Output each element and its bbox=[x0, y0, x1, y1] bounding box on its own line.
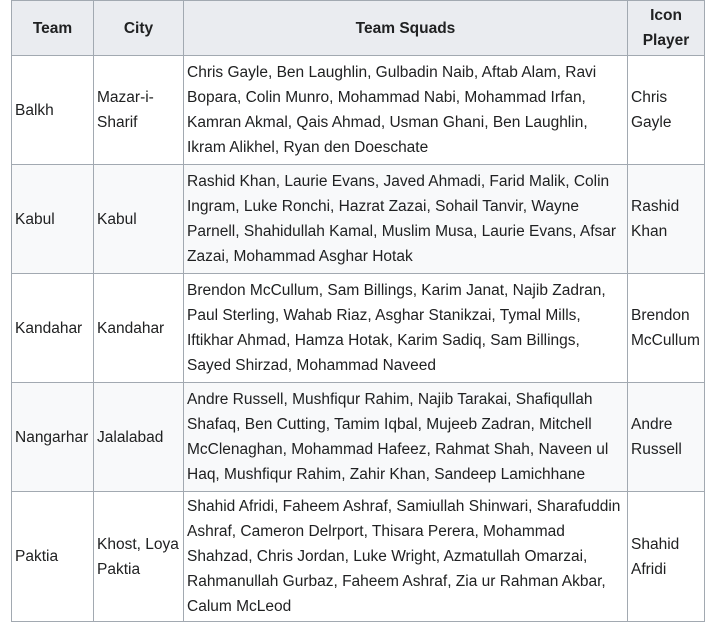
city-cell: Khost, Loya Paktia bbox=[94, 492, 184, 622]
team-cell: Nangarhar bbox=[12, 383, 94, 492]
city-cell: Kabul bbox=[94, 165, 184, 274]
table-row bbox=[12, 274, 705, 383]
icon-player-cell: Rashid Khan bbox=[628, 165, 705, 274]
table-row bbox=[12, 56, 705, 165]
team-squads-table bbox=[11, 0, 705, 622]
city-cell: Mazar-i-Sharif bbox=[94, 56, 184, 165]
table-header-row bbox=[12, 1, 705, 56]
header-team-squads: Team Squads bbox=[184, 1, 628, 56]
table-row bbox=[12, 383, 705, 492]
icon-player-cell: Chris Gayle bbox=[628, 56, 705, 165]
squad-cell: Brendon McCullum, Sam Billings, Karim Janat, Najib Zadran, Paul Sterling, Wahab Riaz, Asghar Stanikzai, Tymal Mills, Iftikhar Ahmad, Hamza Hotak, Karim Sadiq, Sam Billings, Sayed Shirzad, Mohammad Naveed bbox=[184, 274, 628, 383]
squad-cell: Shahid Afridi, Faheem Ashraf, Samiullah Shinwari, Sharafuddin Ashraf, Cameron Delrport, Thisara Perera, Mohammad Shahzad, Chris Jordan, Luke Wright, Azmatullah Omarzai, Rahmanullah Gurbaz, Faheem Ashraf, Zia ur Rahman Akbar, Calum McLeod bbox=[184, 492, 628, 622]
city-cell: Jalalabad bbox=[94, 383, 184, 492]
team-cell: Kabul bbox=[12, 165, 94, 274]
icon-player-cell: Shahid Afridi bbox=[628, 492, 705, 622]
team-cell: Paktia bbox=[12, 492, 94, 622]
team-cell: Kandahar bbox=[12, 274, 94, 383]
header-icon-player: Icon Player bbox=[628, 1, 705, 56]
city-cell: Kandahar bbox=[94, 274, 184, 383]
squad-cell: Rashid Khan, Laurie Evans, Javed Ahmadi, Farid Malik, Colin Ingram, Luke Ronchi, Hazrat Zazai, Sohail Tanvir, Wayne Parnell, Shahidullah Kamal, Muslim Musa, Laurie Evans, Afsar Zazai, Mohammad Asghar Hotak bbox=[184, 165, 628, 274]
header-city: City bbox=[94, 1, 184, 56]
icon-player-cell: Brendon McCullum bbox=[628, 274, 705, 383]
icon-player-cell: Andre Russell bbox=[628, 383, 705, 492]
squad-cell: Andre Russell, Mushfiqur Rahim, Najib Tarakai, Shafiqullah Shafaq, Ben Cutting, Tamim Iqbal, Mujeeb Zadran, Mitchell McClenaghan, Mohammad Hafeez, Rahmat Shah, Naveen ul Haq, Mushfiqur Rahim, Zahir Khan, Sandeep Lamichhane bbox=[184, 383, 628, 492]
table-row bbox=[12, 165, 705, 274]
team-cell: Balkh bbox=[12, 56, 94, 165]
table-row bbox=[12, 492, 705, 622]
squad-cell: Chris Gayle, Ben Laughlin, Gulbadin Naib, Aftab Alam, Ravi Bopara, Colin Munro, Mohammad Nabi, Mohammad Irfan, Kamran Akmal, Qais Ahmad, Usman Ghani, Ben Laughlin, Ikram Alikhel, Ryan den Doeschate bbox=[184, 56, 628, 165]
header-team: Team bbox=[12, 1, 94, 56]
